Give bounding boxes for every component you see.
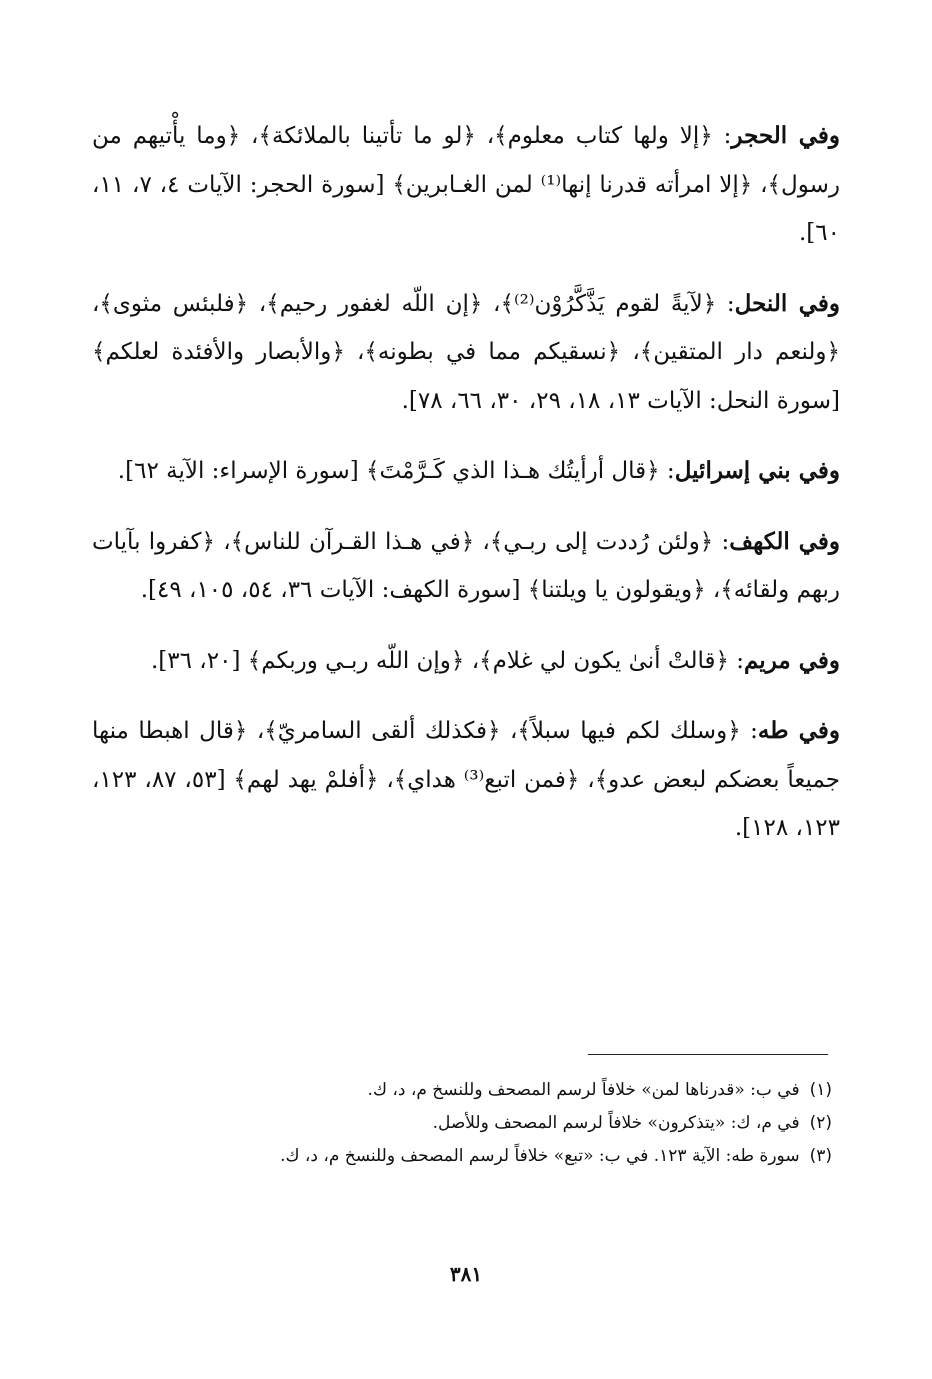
- paragraph-al-kahf: [92, 518, 840, 615]
- paragraph-maryam: [92, 637, 840, 686]
- section-heading: وفي النحل: [734, 289, 840, 317]
- paragraph-an-nahl: [92, 280, 840, 426]
- footnote-divider: [588, 1054, 828, 1055]
- paragraph-text: : ﴿قالتْ أنىٰ يكون لي غلام﴾، ﴿وإن اللّه ربـي وربكم﴾ [٢٠، ٣٦].: [150, 647, 744, 674]
- section-heading: وفي طه: [757, 717, 840, 744]
- footnotes: [92, 1074, 832, 1173]
- paragraph-text: : ﴿ولئن رُددت إلى ربـي﴾، ﴿في هـذا القـرآن للناس﴾، ﴿كفروا بآيات ربهم ولقائه﴾، ﴿ويقولون يا ويلتنا﴾ [سورة الكهف: الآيات ٣٦، ٥٤، ١٠٥، ٤٩].: [92, 528, 840, 603]
- footnote-number: (٣): [809, 1146, 832, 1166]
- footnote-3: [92, 1140, 832, 1173]
- footnote-text: في ب: «قدرناها لمن» خلافاً لرسم المصحف وللنسخ م، د، ك.: [367, 1080, 800, 1100]
- paragraph-bani-israil: [92, 447, 840, 496]
- page-number: ٣٨١: [449, 1262, 483, 1286]
- paragraph-text: : ﴿لآيةً لقوم يَذَّكَّرُوْن⁽²⁾﴾، ﴿إن اللّه لغفور رحيم﴾، ﴿فلبئس مثوى﴾، ﴿ولنعم دار المتقين﴾، ﴿نسقيكم مما في بطونه﴾، ﴿والأبصار والأفئدة لعلكم﴾ [سورة النحل: الآيات ١٣، ١٨، ٢٩، ٣٠، ٦٦، ٧٨].: [92, 290, 840, 414]
- section-heading: وفي الكهف: [729, 527, 840, 555]
- paragraph-text: : ﴿وسلك لكم فيها سبلاً﴾، ﴿فكذلك ألقى السامريّ﴾، ﴿قال اهبطا منها جميعاً بعضكم لبعض عدو﴾، ﴿فمن اتبع⁽³⁾ هداي﴾، ﴿أفلمْ يهد لهم﴾ [٥٣، ٨٧، ١٢٣، ١٢٣، ١٢٨].: [92, 718, 840, 841]
- paragraph-taha: [92, 707, 840, 853]
- section-heading: وفي بني إسرائيل: [674, 457, 840, 484]
- footnote-1: [92, 1074, 832, 1107]
- paragraph-text: : ﴿قال أرأيتُك هـذا الذي كَـرَّمْتَ﴾ [سورة الإسراء: الآية ٦٢].: [117, 458, 675, 484]
- paragraph-al-hijr: [92, 112, 840, 258]
- footnote-text: في م، ك: «يتذكرون» خلافاً لرسم المصحف وللأصل.: [432, 1113, 800, 1133]
- section-heading: وفي مريم: [744, 646, 840, 674]
- section-heading: وفي الحجر: [731, 122, 841, 149]
- footnote-2: [92, 1107, 832, 1140]
- paragraph-text: : ﴿إلا ولها كتاب معلوم﴾، ﴿لو ما تأتينا بالملائكة﴾، ﴿وما يأْتيهم من رسول﴾، ﴿إلا امرأته قدرنا إنها⁽¹⁾ لمن الغـابرين﴾ [سورة الحجر: الآيات ٤، ٧، ١١، ٦٠].: [92, 123, 840, 246]
- footnote-number: (٢): [809, 1113, 832, 1133]
- footnote-text: سورة طه: الآية ١٢٣. في ب: «تبع» خلافاً لرسم المصحف وللنسخ م، د، ك.: [280, 1146, 800, 1166]
- footnote-number: (١): [809, 1080, 832, 1100]
- main-text: [92, 112, 840, 875]
